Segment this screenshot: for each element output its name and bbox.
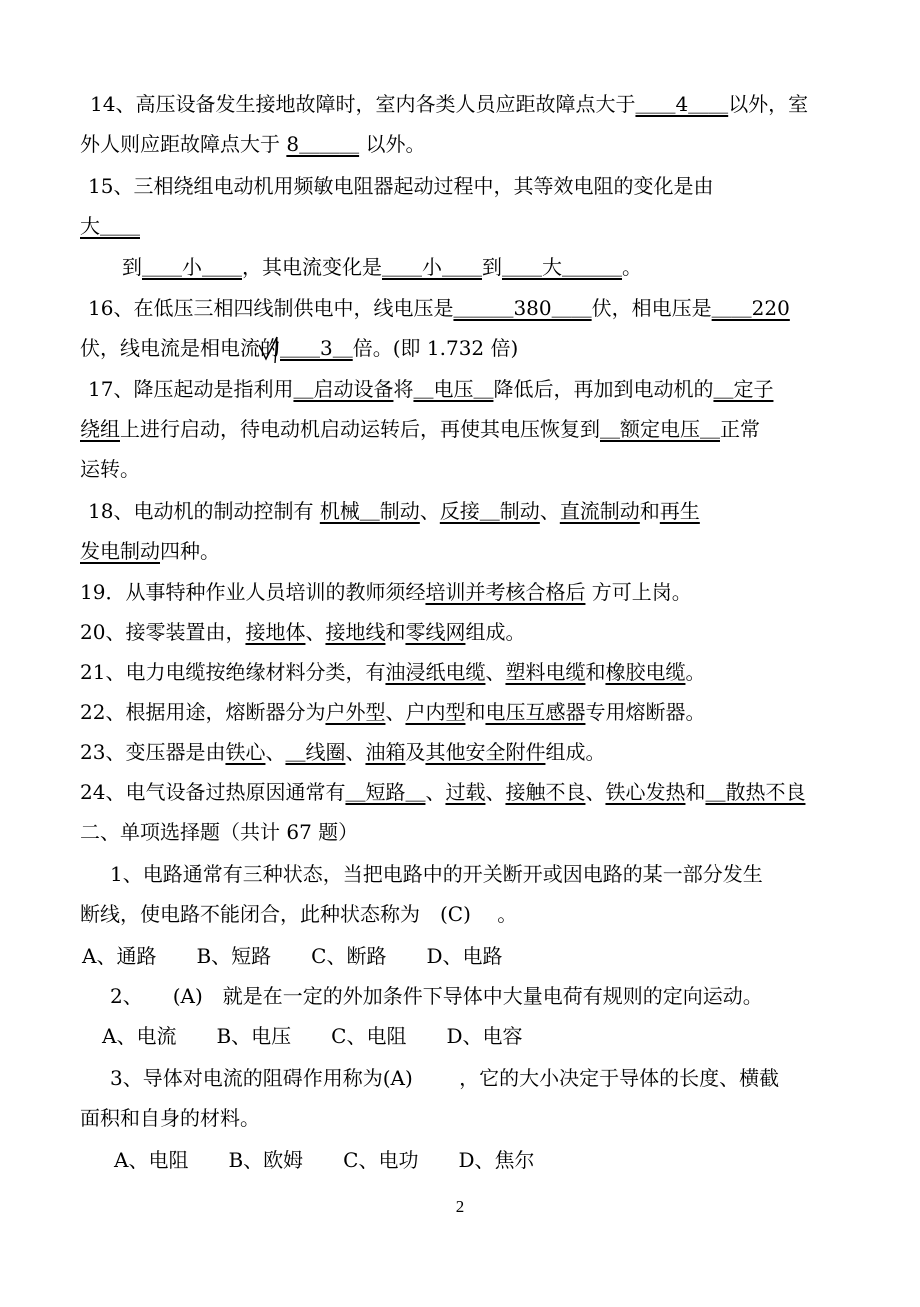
blank: ＿＿220 xyxy=(711,296,790,320)
blank: ＿＿＿380＿＿ xyxy=(453,296,592,320)
blank: ＿散热不良 xyxy=(705,780,806,804)
blank: ＿线圈 xyxy=(285,740,346,764)
q17-line1: 17、降压起动是指利用＿启动设备将＿电压＿降低后，再加到电动机的＿定子 xyxy=(88,377,774,401)
mc1-options: A、通路 B、短路 C、断路 D、电路 xyxy=(82,944,503,968)
q14-line1: 14、高压设备发生接地故障时，室内各类人员应距故障点大于＿＿4＿＿以外，室 xyxy=(90,92,809,116)
blank: ＿短路＿ xyxy=(345,780,426,804)
mc3-options: A、电阻 B、欧姆 C、电功 D、焦尔 xyxy=(114,1148,535,1172)
blank: 大＿＿ xyxy=(80,214,140,238)
blank: 直流制动 xyxy=(559,499,640,523)
blank: 接地线 xyxy=(325,620,386,644)
q16-line1: 16、在低压三相四线制供电中，线电压是＿＿＿380＿＿伏，相电压是＿＿220 xyxy=(88,296,790,320)
blank: 接地体 xyxy=(245,620,306,644)
blank: ＿＿3＿ xyxy=(280,336,353,360)
blank: ＿定子 xyxy=(713,377,774,401)
blank: 塑料电缆 xyxy=(505,660,586,684)
blank: ＿＿大＿＿＿ xyxy=(502,255,622,279)
q18-line1: 18、电动机的制动控制有 机械＿制动、反接＿制动、直流制动和再生 xyxy=(88,499,700,523)
q17-line2: 绕组上进行启动，待电动机启动运转后，再使其电压恢复到＿额定电压＿正常 xyxy=(80,417,760,441)
blank: ＿＿小＿＿ xyxy=(382,255,482,279)
q22-line: 22、根据用途，熔断器分为户外型、户内型和电压互感器专用熔断器。 xyxy=(80,700,706,724)
mc1-line1: 1、电路通常有三种状态，当把电路中的开关断开或因电路的某一部分发生 xyxy=(110,862,763,886)
blank: 8＿＿＿ xyxy=(286,132,360,156)
q15-line2 xyxy=(80,212,842,240)
mc3-line2: 面积和自身的材料。 xyxy=(80,1106,260,1130)
blank: 其他安全附件 xyxy=(425,740,546,764)
q18-line2: 发电制动四种。 xyxy=(80,539,220,563)
blank: 户外型 xyxy=(325,700,386,724)
blank: ＿额定电压＿ xyxy=(600,417,720,441)
blank: 油浸纸电缆 xyxy=(385,660,486,684)
q24-line: 24、电气设备过热原因通常有＿短路＿、过载、接触不良、铁心发热和＿散热不良 xyxy=(80,780,806,804)
blank: 反接＿制动 xyxy=(439,499,540,523)
blank: 接触不良 xyxy=(505,780,586,804)
q19-line: 19．从事特种作业人员培训的教师须经培训并考核合格后 方可上岗。 xyxy=(80,580,692,604)
blank: ＿电压＿ xyxy=(413,377,494,401)
mc2-options: A、电流 B、电压 C、电阻 D、电容 xyxy=(102,1024,523,1048)
mc2-line1: 2、 (A) 就是在一定的外加条件下导体中大量电荷有规则的定向运动。 xyxy=(110,984,763,1008)
section-heading: 二、单项选择题（共计 67 题） xyxy=(80,820,359,844)
blank: 过载 xyxy=(445,780,486,804)
q16-line2: 伏，线电流是相电流的＿＿3＿倍。(即 1.732 倍) xyxy=(80,336,519,360)
q14-line2: 外人则应距故障点大于 8＿＿＿ 以外。 xyxy=(80,132,426,156)
mc3-line1: 3、导体对电流的阻碍作用称为(A) ，它的大小决定于导体的长度、横截 xyxy=(110,1066,780,1090)
q21-line: 21、电力电缆按绝缘材料分类，有油浸纸电缆、塑料电缆和橡胶电缆。 xyxy=(80,660,706,684)
blank: 油箱 xyxy=(365,740,406,764)
blank: 绕组 xyxy=(80,417,120,441)
q17-line3: 运转。 xyxy=(80,457,140,481)
blank: ＿＿4＿＿ xyxy=(635,92,729,116)
q15-line1: 15、三相绕组电动机用频敏电阻器起动过程中，其等效电阻的变化是由 xyxy=(88,174,714,198)
blank: 橡胶电缆 xyxy=(605,660,686,684)
blank: ＿＿小＿＿ xyxy=(142,255,242,279)
blank: 发电制动 xyxy=(80,539,160,563)
q15-line3: 到＿＿小＿＿，其电流变化是＿＿小＿＿到＿＿大＿＿＿。 xyxy=(122,255,642,279)
page-number: 2 xyxy=(455,1197,465,1216)
blank: 铁心发热 xyxy=(605,780,686,804)
blank: 铁心 xyxy=(225,740,266,764)
blank: 电压互感器 xyxy=(485,700,586,724)
q23-line: 23、变压器是由铁心、＿线圈、油箱及其他安全附件组成。 xyxy=(80,740,606,764)
blank: 机械＿制动 xyxy=(319,499,420,523)
mc1-line2: 断线，使电路不能闭合，此种状态称为 (C) 。 xyxy=(80,902,518,926)
q20-line: 20、接零装置由，接地体、接地线和零线网组成。 xyxy=(80,620,526,644)
blank: 再生 xyxy=(659,499,700,523)
handwritten-checkmark-icon xyxy=(257,333,287,373)
blank: 户内型 xyxy=(405,700,466,724)
blank: 零线网 xyxy=(405,620,466,644)
blank: 培训并考核合格后 xyxy=(425,580,586,604)
blank: ＿启动设备 xyxy=(293,377,394,401)
